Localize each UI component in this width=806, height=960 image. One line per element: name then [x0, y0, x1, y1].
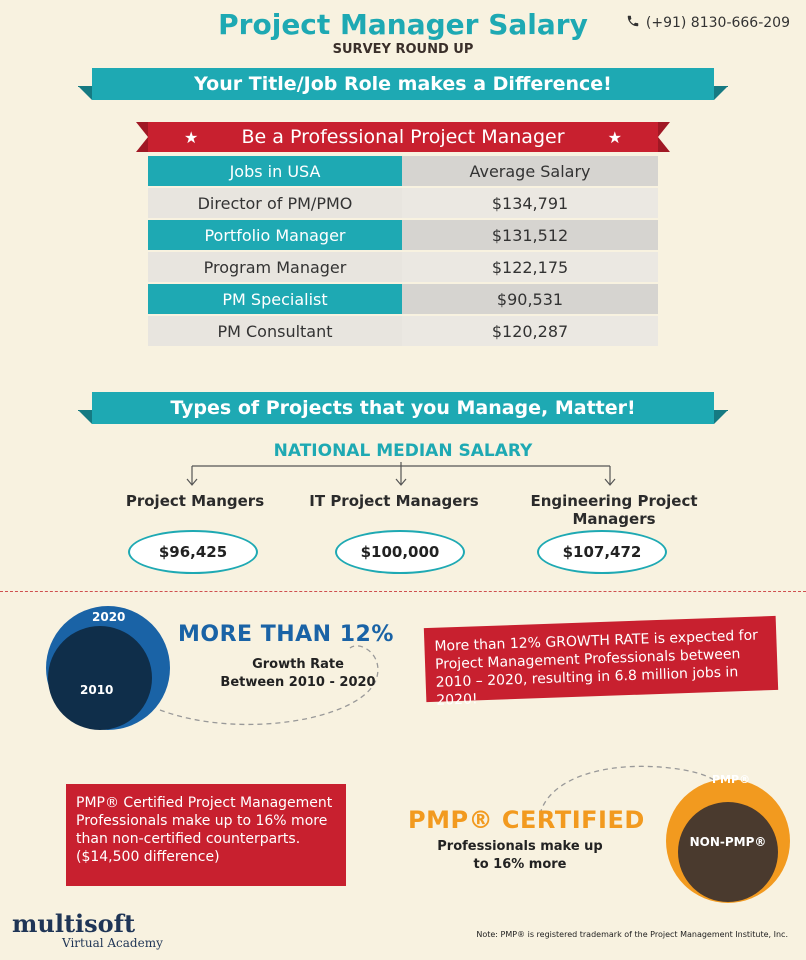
phone-contact[interactable] [626, 14, 790, 32]
ribbon-fold-left [78, 86, 92, 100]
non-pmp-circle-label: NON-PMP® [689, 835, 767, 849]
col-header-job: Jobs in USA [148, 156, 402, 186]
growth-headline: MORE THAN 12% [178, 622, 394, 647]
median-value: $107,472 [537, 530, 667, 574]
page-title: Project Manager Salary [218, 8, 588, 41]
salary-cell: $131,512 [402, 220, 658, 250]
ribbon-job-role: Your Title/Job Role makes a Difference! [92, 68, 714, 100]
table-banner-text: Be a Professional Project Manager [241, 126, 565, 148]
pmp-title: PMP® CERTIFIED [408, 806, 645, 834]
logo-main: multisoft [12, 909, 136, 938]
col-header-salary: Average Salary [402, 156, 658, 186]
pmp-info-box [66, 784, 346, 886]
page-subtitle: SURVEY ROUND UP [332, 42, 474, 57]
phone-number: (+91) 8130-666-209 [645, 15, 790, 31]
salary-cell: $122,175 [402, 252, 658, 282]
salary-cell: $90,531 [402, 284, 658, 314]
year-2020: 2020 [92, 610, 126, 624]
pmp-sub-line2: to 16% more [473, 857, 567, 872]
table-row [148, 252, 658, 282]
section-divider [0, 591, 806, 592]
growth-label [198, 656, 398, 692]
star-icon: ★ [607, 127, 622, 147]
median-label: Engineering Project Managers [530, 492, 698, 528]
logo-sub: Virtual Academy [62, 936, 163, 950]
pmp-sub-line1: Professionals make up [437, 839, 603, 854]
table-banner [148, 122, 658, 152]
table-row [148, 284, 658, 314]
trademark-note: Note: PMP® is registered trademark of the Project Management Institute, Inc. [476, 930, 788, 939]
salary-cell: $134,791 [402, 188, 658, 218]
median-connector [180, 462, 620, 490]
ribbon-fold-right [714, 86, 728, 100]
pmp-info-text: PMP® Certified Project Management Professionals make up to 16% more than non-certified counterparts. ($14,500 difference) [76, 795, 333, 865]
ribbon-fold-left [78, 410, 92, 424]
growth-label-line2: Between 2010 - 2020 [220, 675, 376, 690]
median-value: $100,000 [335, 530, 465, 574]
brand-logo[interactable] [12, 909, 163, 950]
growth-label-line1: Growth Rate [252, 657, 344, 672]
pmp-subtitle [420, 838, 620, 874]
salary-cell: $120,287 [402, 316, 658, 346]
table-row [148, 316, 658, 346]
table-row [148, 220, 658, 250]
job-cell: PM Consultant [148, 316, 402, 346]
median-label: IT Project Managers [309, 492, 479, 510]
table-row [148, 188, 658, 218]
median-label: Project Mangers [125, 492, 265, 510]
job-cell: Program Manager [148, 252, 402, 282]
ribbon-fold-right [714, 410, 728, 424]
phone-icon [626, 14, 640, 32]
growth-info-box [424, 616, 778, 709]
job-cell: PM Specialist [148, 284, 402, 314]
median-title: NATIONAL MEDIAN SALARY [273, 441, 533, 461]
pmp-circle-label: PMP® [712, 773, 751, 786]
table-header-row [148, 156, 658, 186]
growth-info-text: More than 12% GROWTH RATE is expected for Project Management Professionals between 2010 – 2020, resulting in 6.8 million jobs in 2020! [434, 627, 759, 709]
median-value: $96,425 [128, 530, 258, 574]
salary-table [148, 154, 658, 348]
red-banner-tail-left [136, 122, 148, 152]
year-2010: 2010 [80, 683, 114, 697]
ribbon-project-types: Types of Projects that you Manage, Matter! [92, 392, 714, 424]
job-cell: Portfolio Manager [148, 220, 402, 250]
red-banner-tail-right [658, 122, 670, 152]
job-cell: Director of PM/PMO [148, 188, 402, 218]
star-icon: ★ [184, 127, 199, 147]
